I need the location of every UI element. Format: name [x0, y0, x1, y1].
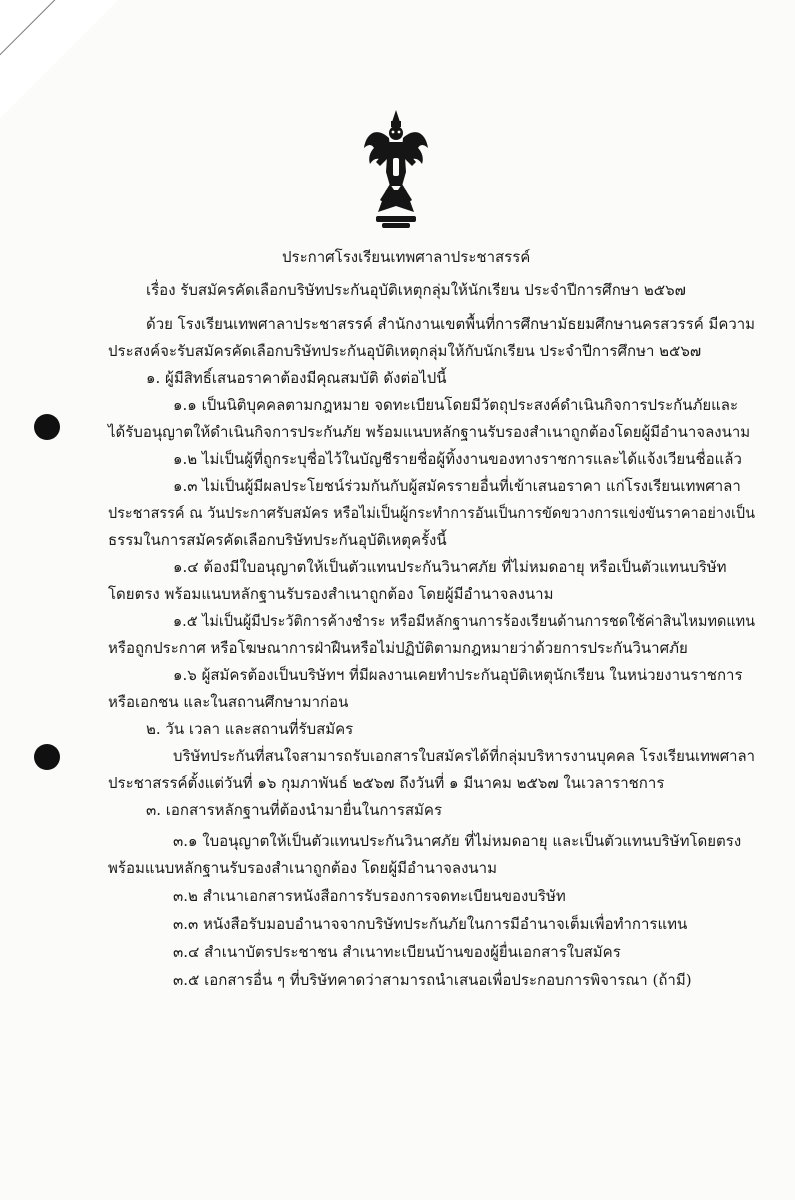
garuda-emblem-icon	[362, 108, 430, 232]
text-line: ๑.๒ ไม่เป็นผู้ที่ถูกระบุชื่อไว้ในบัญชีรายชื่อผู้ทิ้งงานของทางราชการและได้แจ้งเวียนชื่อแล้ว	[173, 450, 742, 468]
document-subject: เรื่อง รับสมัครคัดเลือกบริษัทประกันอุบัติเหตุกลุ่มให้นักเรียน ประจำปีการศึกษา ๒๕๖๗	[146, 281, 686, 299]
text-line: ๑.๖ ผู้สมัครต้องเป็นบริษัทฯ ที่มีผลงานเคยทำประกันอุบัติเหตุนักเรียน ในหน่วยงานราชการ	[173, 666, 743, 684]
text-line: ๓.๓ หนังสือรับมอบอำนาจจากบริษัทประกันภัยในการมีอำนาจเต็มเพื่อทำการแทน	[173, 915, 688, 933]
text-line: ประชาสรรค์ ณ วันประกาศรับสมัคร หรือไม่เป็นผู้กระทำการอันเป็นการขัดขวางการแข่งขันราคาอย่างเป็น	[108, 504, 755, 522]
document-title: ประกาศโรงเรียนเทพศาลาประชาสรรค์	[282, 248, 531, 266]
text-line: ประชาสรรค์ตั้งแต่วันที่ ๑๖ กุมภาพันธ์ ๒๕๖๗ ถึงวันที่ ๑ มีนาคม ๒๕๖๗ ในเวลาราชการ	[108, 774, 665, 792]
text-line: ๑.๔ ต้องมีใบอนุญาตให้เป็นตัวแทนประกันวินาศภัย ที่ไม่หมดอายุ หรือเป็นตัวแทนบริษัท	[173, 558, 727, 576]
text-line: ๓.๕ เอกสารอื่น ๆ ที่บริษัทคาดว่าสามารถนำเสนอเพื่อประกอบการพิจารณา (ถ้ามี)	[173, 971, 692, 989]
text-line: พร้อมแนบหลักฐานรับรองสำเนาถูกต้อง โดยผู้มีอำนาจลงนาม	[108, 859, 497, 877]
text-line: ได้รับอนุญาตให้ดำเนินกิจการประกันภัย พร้อมแนบหลักฐานรับรองสำเนาถูกต้องโดยผู้มีอำนาจลงนาม	[108, 423, 751, 441]
text-line: ๓.๒ สำเนาเอกสารหนังสือการรับรองการจดทะเบียนของบริษัท	[173, 887, 566, 905]
text-line: ธรรมในการสมัครคัดเลือกบริษัทประกันอุบัติเหตุครั้งนี้	[108, 531, 447, 549]
text-line: ๑.๑ เป็นนิติบุคคลตามกฎหมาย จดทะเบียนโดยมีวัตถุประสงค์ดำเนินกิจการประกันภัยและ	[173, 396, 739, 414]
text-line: หรือเอกชน และในสถานศึกษามาก่อน	[108, 693, 349, 711]
section-heading: ๒. วัน เวลา และสถานที่รับสมัคร	[146, 720, 354, 738]
text-line: ๓.๑ ใบอนุญาตให้เป็นตัวแทนประกันวินาศภัย ที่ไม่หมดอายุ และเป็นตัวแทนบริษัทโดยตรง	[173, 832, 742, 850]
punch-hole-top	[34, 414, 60, 440]
text-line: หรือถูกประกาศ หรือโฆษณาการฝ่าฝืนหรือไม่ปฏิบัติตามกฎหมายว่าด้วยการประกันวินาศภัย	[108, 639, 688, 657]
text-line: ๑.๓ ไม่เป็นผู้มีผลประโยชน์ร่วมกันกับผู้สมัครรายอื่นที่เข้าเสนอราคา แก่โรงเรียนเทพศาลา	[173, 477, 741, 495]
punch-hole-bottom	[34, 744, 60, 770]
text-line: ๑.๕ ไม่เป็นผู้มีประวัติการค้างชำระ หรือมีหลักฐานการร้องเรียนด้านการชดใช้ค่าสินไหมทดแทน	[173, 612, 755, 630]
text-line: ประสงค์จะรับสมัครคัดเลือกบริษัทประกันอุบัติเหตุกลุ่มให้กับนักเรียน ประจำปีการศึกษา ๒๕๖๗	[108, 342, 702, 360]
text-line: ๓.๔ สำเนาบัตรประชาชน สำเนาทะเบียนบ้านของผู้ยื่นเอกสารใบสมัคร	[173, 943, 621, 961]
folded-corner	[0, 0, 118, 118]
text-line: โดยตรง พร้อมแนบหลักฐานรับรองสำเนาถูกต้อง โดยผู้มีอำนาจลงนาม	[108, 585, 554, 603]
section-heading: ๓. เอกสารหลักฐานที่ต้องนำมายื่นในการสมัคร	[146, 801, 443, 819]
text-line: บริษัทประกันที่สนใจสามารถรับเอกสารใบสมัครได้ที่กลุ่มบริหารงานบุคคล โรงเรียนเทพศาลา	[173, 747, 756, 765]
section-heading: ๑. ผู้มีสิทธิ์เสนอราคาต้องมีคุณสมบัติ ดังต่อไปนี้	[146, 369, 447, 387]
text-line: ด้วย โรงเรียนเทพศาลาประชาสรรค์ สำนักงานเขตพื้นที่การศึกษามัธยมศึกษานครสวรรค์ มีความ	[146, 315, 755, 333]
